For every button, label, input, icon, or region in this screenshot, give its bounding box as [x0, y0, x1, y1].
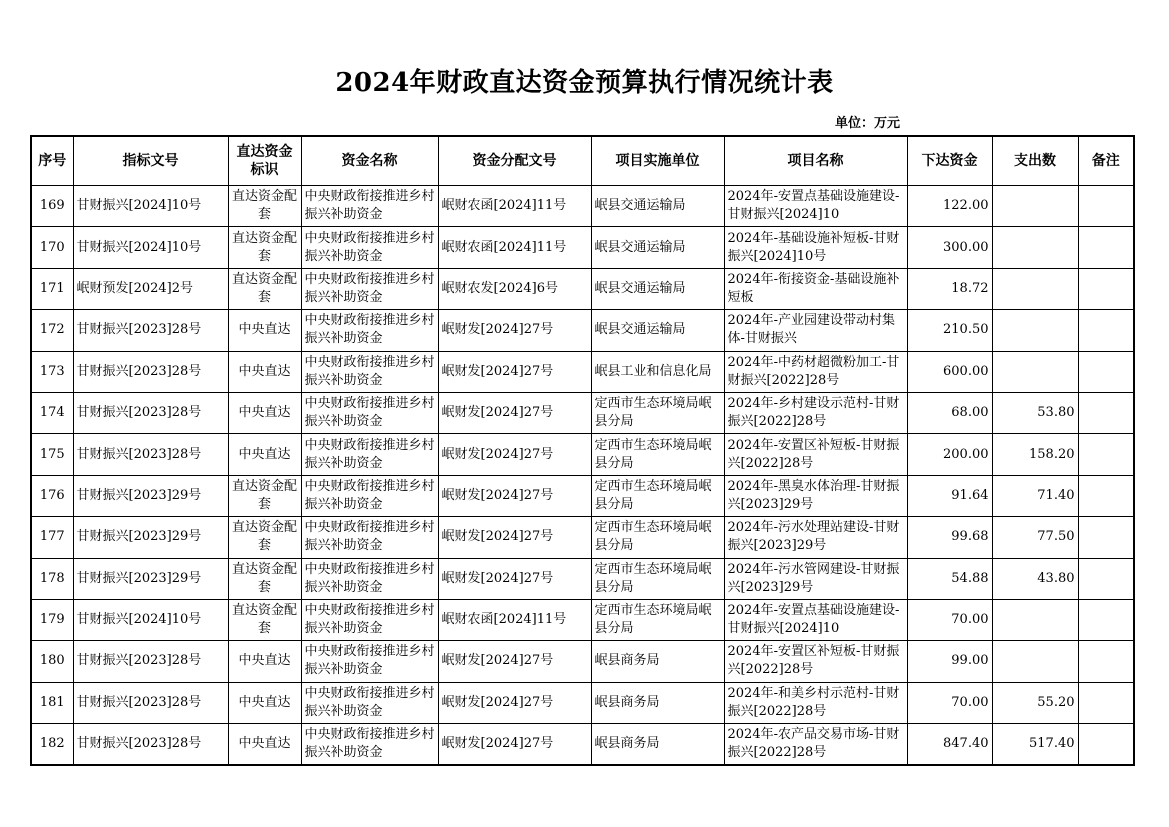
fund-name: 中央财政衔接推进乡村振兴补助资金: [304, 271, 435, 305]
row-number-cell: [31, 310, 73, 351]
page-title: 2024年财政直达资金预算执行情况统计表: [335, 68, 834, 98]
indicator-doc-number: 甘财振兴[2023]28号: [76, 653, 202, 669]
allocation-doc-number-cell: [438, 599, 591, 640]
indicator-doc-number: 甘财振兴[2024]10号: [76, 239, 202, 255]
row-number-cell: [31, 186, 73, 227]
direct-fund-tag: 直达资金配套: [231, 271, 297, 305]
row-number-cell: [31, 724, 73, 765]
table-row: [31, 682, 1134, 723]
direct-fund-tag: 中央直达: [238, 405, 291, 421]
header-cell: 序号: [31, 136, 73, 186]
implementing-unit: 定西市生态环境局岷县分局: [594, 603, 712, 637]
implementing-unit-cell: [591, 351, 724, 392]
indicator-doc-number-cell: [73, 392, 228, 433]
allocated-amount: 600.00: [943, 363, 989, 379]
allocation-doc-number: 岷财发[2024]27号: [441, 322, 554, 338]
allocated-amount: 18.72: [951, 280, 989, 296]
indicator-doc-number: 甘财振兴[2024]10号: [76, 198, 202, 214]
direct-fund-tag: 中央直达: [238, 694, 291, 710]
table-row: [31, 227, 1134, 268]
project-name-cell: [724, 434, 907, 475]
indicator-doc-number-cell: [73, 186, 228, 227]
indicator-doc-number-cell: [73, 475, 228, 516]
direct-fund-tag: 直达资金配套: [231, 561, 297, 595]
fund-name-cell: [301, 641, 438, 682]
remarks-cell: [1078, 682, 1134, 723]
project-name-cell: [724, 351, 907, 392]
implementing-unit: 定西市生态环境局岷县分局: [594, 561, 712, 595]
implementing-unit-cell: [591, 475, 724, 516]
fund-name: 中央财政衔接推进乡村振兴补助资金: [304, 396, 435, 430]
allocation-doc-number: 岷财发[2024]27号: [441, 736, 554, 752]
allocated-amount: 210.50: [943, 322, 989, 338]
direct-fund-tag-cell: [228, 641, 301, 682]
remarks-cell: [1078, 186, 1134, 227]
header-cell: 支出数: [992, 136, 1078, 186]
allocation-doc-number: 岷财发[2024]27号: [441, 529, 554, 545]
implementing-unit-cell: [591, 724, 724, 765]
indicator-doc-number-cell: [73, 599, 228, 640]
indicator-doc-number-cell: [73, 268, 228, 309]
fund-name: 中央财政衔接推进乡村振兴补助资金: [304, 478, 435, 512]
row-number: 181: [39, 694, 65, 710]
expenditure-cell: [992, 475, 1078, 516]
allocated-amount-cell: [907, 434, 992, 475]
allocation-doc-number: 岷财发[2024]27号: [441, 446, 554, 462]
allocated-amount-cell: [907, 475, 992, 516]
row-number: 175: [39, 446, 65, 462]
indicator-doc-number: 甘财振兴[2023]28号: [76, 363, 202, 379]
implementing-unit-cell: [591, 641, 724, 682]
allocated-amount-cell: [907, 558, 992, 599]
fund-name-cell: [301, 351, 438, 392]
direct-fund-tag-cell: [228, 599, 301, 640]
direct-fund-tag-cell: [228, 392, 301, 433]
indicator-doc-number: 甘财振兴[2023]28号: [76, 322, 202, 338]
fund-name-cell: [301, 268, 438, 309]
allocated-amount-cell: [907, 310, 992, 351]
allocated-amount-cell: [907, 268, 992, 309]
allocation-doc-number: 岷财发[2024]27号: [441, 694, 554, 710]
indicator-doc-number-cell: [73, 517, 228, 558]
project-name: 2024年-产业园建设带动村集体-甘财振兴: [727, 313, 895, 347]
project-name-cell: [724, 724, 907, 765]
implementing-unit-cell: [591, 558, 724, 599]
expenditure-cell: [992, 310, 1078, 351]
allocation-doc-number: 岷财发[2024]27号: [441, 405, 554, 421]
project-name-cell: [724, 268, 907, 309]
fund-name-cell: [301, 558, 438, 599]
project-name: 2024年-安置区补短板-甘财振兴[2022]28号: [727, 644, 900, 678]
indicator-doc-number-cell: [73, 310, 228, 351]
indicator-doc-number: 甘财振兴[2023]29号: [76, 570, 202, 586]
remarks-cell: [1078, 227, 1134, 268]
fund-name-cell: [301, 475, 438, 516]
table-row: [31, 475, 1134, 516]
implementing-unit-cell: [591, 599, 724, 640]
implementing-unit: 岷县交通运输局: [594, 198, 686, 214]
allocated-amount: 300.00: [943, 239, 989, 255]
indicator-doc-number-cell: [73, 641, 228, 682]
implementing-unit-cell: [591, 517, 724, 558]
row-number-cell: [31, 392, 73, 433]
expenditure-cell: [992, 558, 1078, 599]
direct-fund-tag-cell: [228, 724, 301, 765]
direct-fund-tag: 直达资金配套: [231, 189, 297, 223]
project-name-cell: [724, 392, 907, 433]
row-number-cell: [31, 682, 73, 723]
direct-fund-tag-cell: [228, 475, 301, 516]
row-number: 170: [39, 239, 65, 255]
fund-name: 中央财政衔接推进乡村振兴补助资金: [304, 561, 435, 595]
row-number: 169: [39, 198, 65, 214]
direct-fund-tag-cell: [228, 186, 301, 227]
row-number: 179: [39, 612, 65, 628]
direct-fund-tag-cell: [228, 268, 301, 309]
allocated-amount-cell: [907, 227, 992, 268]
fund-name-cell: [301, 227, 438, 268]
indicator-doc-number: 甘财振兴[2023]28号: [76, 736, 202, 752]
project-name: 2024年-中药材超微粉加工-甘财振兴[2022]28号: [727, 354, 900, 388]
implementing-unit-cell: [591, 392, 724, 433]
allocated-amount: 68.00: [951, 405, 989, 421]
fund-name: 中央财政衔接推进乡村振兴补助资金: [304, 437, 435, 471]
allocated-amount: 70.00: [951, 694, 989, 710]
row-number-cell: [31, 268, 73, 309]
remarks-cell: [1078, 434, 1134, 475]
fund-name-cell: [301, 517, 438, 558]
remarks-cell: [1078, 475, 1134, 516]
header-cell: 项目名称: [724, 136, 907, 186]
project-name: 2024年-污水处理站建设-甘财振兴[2023]29号: [727, 520, 900, 554]
allocation-doc-number-cell: [438, 682, 591, 723]
expenditure-cell: [992, 392, 1078, 433]
expenditure: 158.20: [1029, 446, 1075, 462]
indicator-doc-number: 甘财振兴[2023]28号: [76, 446, 202, 462]
allocation-doc-number: 岷财农函[2024]11号: [441, 239, 567, 255]
indicator-doc-number: 甘财振兴[2023]29号: [76, 487, 202, 503]
row-number: 172: [39, 322, 65, 338]
implementing-unit: 定西市生态环境局岷县分局: [594, 478, 712, 512]
header-cell: 项目实施单位: [591, 136, 724, 186]
table-row: [31, 641, 1134, 682]
row-number-cell: [31, 351, 73, 392]
allocation-doc-number: 岷财发[2024]27号: [441, 487, 554, 503]
allocation-doc-number-cell: [438, 351, 591, 392]
allocated-amount-cell: [907, 351, 992, 392]
allocation-doc-number: 岷财农函[2024]11号: [441, 198, 567, 214]
project-name: 2024年-基础设施补短板-甘财振兴[2024]10号: [727, 230, 900, 264]
remarks-cell: [1078, 268, 1134, 309]
indicator-doc-number-cell: [73, 682, 228, 723]
row-number: 176: [39, 487, 65, 503]
allocated-amount-cell: [907, 599, 992, 640]
header-cell: 备注: [1078, 136, 1134, 186]
remarks-cell: [1078, 599, 1134, 640]
fund-name: 中央财政衔接推进乡村振兴补助资金: [304, 520, 435, 554]
allocated-amount: 91.64: [951, 487, 989, 503]
expenditure-cell: [992, 517, 1078, 558]
expenditure-cell: [992, 227, 1078, 268]
header-row: [31, 136, 1134, 186]
expenditure-cell: [992, 682, 1078, 723]
direct-fund-tag-cell: [228, 517, 301, 558]
fund-name: 中央财政衔接推进乡村振兴补助资金: [304, 354, 435, 388]
row-number: 177: [39, 529, 65, 545]
table-row: [31, 268, 1134, 309]
indicator-doc-number: 甘财振兴[2023]29号: [76, 529, 202, 545]
allocation-doc-number-cell: [438, 558, 591, 599]
allocation-doc-number: 岷财发[2024]27号: [441, 570, 554, 586]
remarks-cell: [1078, 724, 1134, 765]
table-body: [31, 186, 1134, 765]
header-cell: 资金名称: [301, 136, 438, 186]
project-name: 2024年-污水管网建设-甘财振兴[2023]29号: [727, 561, 900, 595]
table-row: [31, 310, 1134, 351]
indicator-doc-number-cell: [73, 434, 228, 475]
allocation-doc-number-cell: [438, 724, 591, 765]
project-name: 2024年-和美乡村示范村-甘财振兴[2022]28号: [727, 685, 900, 719]
allocation-doc-number-cell: [438, 517, 591, 558]
allocated-amount-cell: [907, 724, 992, 765]
remarks-cell: [1078, 392, 1134, 433]
implementing-unit: 岷县交通运输局: [594, 322, 686, 338]
allocated-amount-cell: [907, 641, 992, 682]
direct-fund-tag: 中央直达: [238, 322, 291, 338]
implementing-unit: 定西市生态环境局岷县分局: [594, 520, 712, 554]
row-number: 173: [39, 363, 65, 379]
allocation-doc-number: 岷财发[2024]27号: [441, 363, 554, 379]
expenditure-cell: [992, 641, 1078, 682]
implementing-unit: 岷县商务局: [594, 736, 660, 752]
fund-name-cell: [301, 310, 438, 351]
table-row: [31, 392, 1134, 433]
expenditure: 53.80: [1037, 405, 1075, 421]
project-name-cell: [724, 186, 907, 227]
allocated-amount-cell: [907, 517, 992, 558]
row-number-cell: [31, 227, 73, 268]
expenditure-cell: [992, 724, 1078, 765]
allocated-amount: 122.00: [943, 198, 989, 214]
allocated-amount-cell: [907, 682, 992, 723]
row-number-cell: [31, 641, 73, 682]
indicator-doc-number: 甘财振兴[2024]10号: [76, 612, 202, 628]
implementing-unit-cell: [591, 268, 724, 309]
allocation-doc-number: 岷财发[2024]27号: [441, 653, 554, 669]
indicator-doc-number-cell: [73, 558, 228, 599]
direct-fund-tag: 直达资金配套: [231, 478, 297, 512]
project-name-cell: [724, 641, 907, 682]
allocation-doc-number-cell: [438, 392, 591, 433]
fund-name: 中央财政衔接推进乡村振兴补助资金: [304, 685, 435, 719]
project-name-cell: [724, 227, 907, 268]
allocation-doc-number-cell: [438, 186, 591, 227]
fund-name-cell: [301, 682, 438, 723]
row-number: 182: [39, 736, 65, 752]
allocated-amount: 54.88: [951, 570, 989, 586]
fund-name-cell: [301, 186, 438, 227]
implementing-unit-cell: [591, 227, 724, 268]
implementing-unit: 岷县商务局: [594, 694, 660, 710]
fund-name: 中央财政衔接推进乡村振兴补助资金: [304, 189, 435, 223]
implementing-unit: 岷县商务局: [594, 653, 660, 669]
allocated-amount: 70.00: [951, 612, 989, 628]
allocated-amount: 847.40: [943, 736, 989, 752]
row-number-cell: [31, 434, 73, 475]
row-number: 180: [39, 653, 65, 669]
fund-name-cell: [301, 599, 438, 640]
project-name-cell: [724, 310, 907, 351]
direct-fund-tag-cell: [228, 351, 301, 392]
fund-name: 中央财政衔接推进乡村振兴补助资金: [304, 644, 435, 678]
remarks-cell: [1078, 517, 1134, 558]
direct-fund-tag: 中央直达: [238, 736, 291, 752]
header-cell: 指标文号: [73, 136, 228, 186]
allocated-amount: 99.68: [951, 529, 989, 545]
row-number: 178: [39, 570, 65, 586]
project-name-cell: [724, 682, 907, 723]
indicator-doc-number-cell: [73, 351, 228, 392]
row-number-cell: [31, 599, 73, 640]
allocated-amount: 99.00: [951, 653, 989, 669]
indicator-doc-number-cell: [73, 227, 228, 268]
indicator-doc-number: 岷财预发[2024]2号: [76, 280, 193, 296]
unit-label: 单位：万元: [834, 116, 900, 131]
row-number-cell: [31, 475, 73, 516]
row-number-cell: [31, 558, 73, 599]
project-name: 2024年-安置点基础设施建设-甘财振兴[2024]10: [727, 189, 900, 223]
implementing-unit: 岷县工业和信息化局: [594, 363, 712, 379]
allocation-doc-number-cell: [438, 434, 591, 475]
expenditure-cell: [992, 351, 1078, 392]
direct-fund-tag-cell: [228, 558, 301, 599]
direct-fund-tag: 中央直达: [238, 446, 291, 462]
indicator-doc-number: 甘财振兴[2023]28号: [76, 405, 202, 421]
fund-name: 中央财政衔接推进乡村振兴补助资金: [304, 603, 435, 637]
row-number: 174: [39, 405, 65, 421]
allocation-doc-number: 岷财农发[2024]6号: [441, 280, 558, 296]
expenditure: 77.50: [1037, 529, 1075, 545]
allocation-doc-number: 岷财农函[2024]11号: [441, 612, 567, 628]
table-row: [31, 558, 1134, 599]
indicator-doc-number-cell: [73, 724, 228, 765]
direct-fund-tag-cell: [228, 434, 301, 475]
direct-fund-tag-cell: [228, 682, 301, 723]
allocation-doc-number-cell: [438, 641, 591, 682]
fund-name-cell: [301, 392, 438, 433]
direct-fund-tag: 直达资金配套: [231, 520, 297, 554]
remarks-cell: [1078, 351, 1134, 392]
expenditure-cell: [992, 186, 1078, 227]
direct-fund-tag: 中央直达: [238, 363, 291, 379]
project-name: 2024年-乡村建设示范村-甘财振兴[2022]28号: [727, 396, 900, 430]
project-name-cell: [724, 517, 907, 558]
direct-fund-tag: 中央直达: [238, 653, 291, 669]
fund-name: 中央财政衔接推进乡村振兴补助资金: [304, 313, 435, 347]
allocation-doc-number-cell: [438, 310, 591, 351]
project-name: 2024年-农产品交易市场-甘财振兴[2022]28号: [727, 727, 900, 761]
implementing-unit-cell: [591, 186, 724, 227]
allocation-doc-number-cell: [438, 475, 591, 516]
row-number: 171: [39, 280, 65, 296]
remarks-cell: [1078, 310, 1134, 351]
direct-fund-tag-cell: [228, 310, 301, 351]
header-cell: 下达资金: [907, 136, 992, 186]
budget-table: [30, 135, 1135, 766]
implementing-unit: 定西市生态环境局岷县分局: [594, 396, 712, 430]
expenditure: 43.80: [1037, 570, 1075, 586]
fund-name: 中央财政衔接推进乡村振兴补助资金: [304, 727, 435, 761]
fund-name-cell: [301, 434, 438, 475]
header-cell: 直达资金标识: [228, 136, 301, 186]
implementing-unit-cell: [591, 434, 724, 475]
table-row: [31, 434, 1134, 475]
implementing-unit-cell: [591, 310, 724, 351]
project-name-cell: [724, 558, 907, 599]
fund-name-cell: [301, 724, 438, 765]
project-name: 2024年-安置点基础设施建设-甘财振兴[2024]10: [727, 603, 900, 637]
expenditure: 517.40: [1029, 736, 1075, 752]
expenditure: 55.20: [1037, 694, 1075, 710]
implementing-unit: 岷县交通运输局: [594, 280, 686, 296]
allocation-doc-number-cell: [438, 227, 591, 268]
project-name: 2024年-衔接资金-基础设施补短板: [727, 271, 900, 305]
remarks-cell: [1078, 641, 1134, 682]
implementing-unit-cell: [591, 682, 724, 723]
implementing-unit: 岷县交通运输局: [594, 239, 686, 255]
allocated-amount: 200.00: [943, 446, 989, 462]
direct-fund-tag-cell: [228, 227, 301, 268]
expenditure-cell: [992, 434, 1078, 475]
direct-fund-tag: 直达资金配套: [231, 230, 297, 264]
project-name-cell: [724, 475, 907, 516]
indicator-doc-number: 甘财振兴[2023]28号: [76, 694, 202, 710]
header-cell: 资金分配文号: [438, 136, 591, 186]
allocated-amount-cell: [907, 392, 992, 433]
table-row: [31, 351, 1134, 392]
table-row: [31, 186, 1134, 227]
remarks-cell: [1078, 558, 1134, 599]
expenditure: 71.40: [1037, 487, 1075, 503]
project-name: 2024年-安置区补短板-甘财振兴[2022]28号: [727, 437, 900, 471]
fund-name: 中央财政衔接推进乡村振兴补助资金: [304, 230, 435, 264]
allocation-doc-number-cell: [438, 268, 591, 309]
project-name: 2024年-黑臭水体治理-甘财振兴[2023]29号: [727, 478, 900, 512]
allocated-amount-cell: [907, 186, 992, 227]
expenditure-cell: [992, 268, 1078, 309]
project-name-cell: [724, 599, 907, 640]
implementing-unit: 定西市生态环境局岷县分局: [594, 437, 712, 471]
table-row: [31, 724, 1134, 765]
expenditure-cell: [992, 599, 1078, 640]
table-row: [31, 517, 1134, 558]
table-row: [31, 599, 1134, 640]
direct-fund-tag: 直达资金配套: [231, 603, 297, 637]
row-number-cell: [31, 517, 73, 558]
